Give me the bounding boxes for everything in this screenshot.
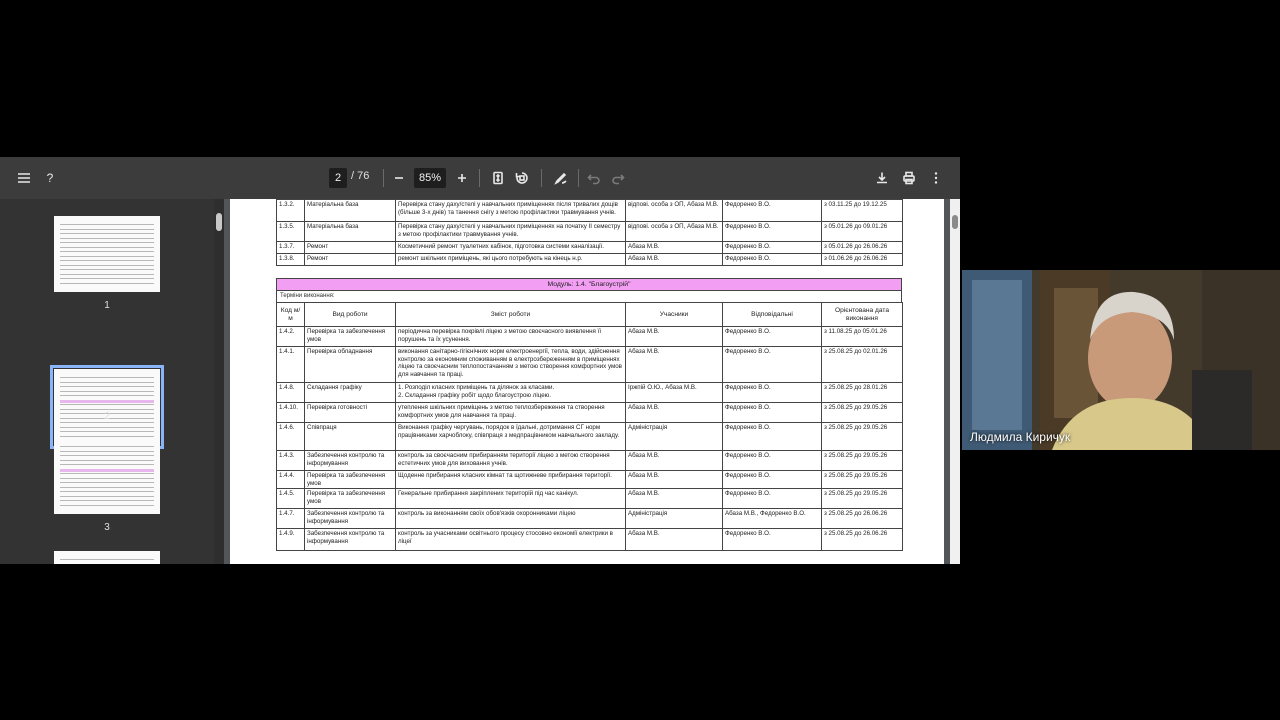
thumbnail-line (60, 265, 154, 266)
header-date: Орієнтована дата виконання (822, 303, 903, 327)
download-icon[interactable] (870, 166, 894, 190)
cell-date: з 05.01.26 до 26.06.26 (822, 242, 903, 254)
cell-type: Матеріальна база (305, 222, 396, 242)
thumbnail-line (60, 274, 154, 275)
document-scrollbar[interactable] (950, 199, 960, 564)
pdf-viewer (0, 157, 960, 564)
cell-date: з 25.08.25 до 29.05.26 (822, 423, 903, 451)
cell-type: Ремонт (305, 242, 396, 254)
thumbnail-line (60, 455, 154, 456)
cell-code: 1.4.8. (277, 383, 305, 403)
cell-code: 1.4.4. (277, 471, 305, 489)
thumbnail-line (60, 487, 154, 488)
table-row (277, 242, 903, 254)
cell-participants: Іржпій О.Ю., Абаза М.В. (626, 383, 723, 403)
toolbar-divider (383, 169, 384, 187)
thumbnail-line (60, 427, 154, 428)
toolbar-divider (578, 169, 579, 187)
cell-content: Щоденне прибирання класних кімнат та щотижневе прибирання території. (396, 471, 626, 489)
thumbnail-line (60, 247, 154, 248)
thumbnail-line (60, 469, 154, 472)
cell-code: 1.3.5. (277, 222, 305, 242)
thumbnail-line (60, 482, 154, 483)
header-code: Код м/м (277, 303, 305, 327)
header-content: Зміст роботи (396, 303, 626, 327)
document-area[interactable] (224, 199, 950, 564)
cell-responsible: Федоренко В.О. (723, 200, 822, 222)
page-thumbnail-2[interactable] (54, 369, 160, 445)
cell-date: з 25.08.25 до 26.06.26 (822, 509, 903, 529)
cell-date: з 25.08.25 до 29.05.26 (822, 471, 903, 489)
cell-date: з 03.11.25 до 19.12.25 (822, 200, 903, 222)
cell-participants: Абаза М.В. (626, 242, 723, 254)
cell-content: контроль за своєчасним прибиранням території ліцею з метою створення естетичних умов для виховання учнів. (396, 451, 626, 471)
cell-type: Матеріальна база (305, 200, 396, 222)
cell-responsible: Федоренко В.О. (723, 451, 822, 471)
cell-responsible: Федоренко В.О. (723, 327, 822, 347)
cell-participants: Абаза М.В. (626, 327, 723, 347)
cell-date: з 05.01.26 до 09.01.26 (822, 222, 903, 242)
thumbnail-line (60, 260, 154, 261)
table-row (277, 222, 903, 242)
page-thumbnail-4[interactable] (54, 551, 160, 564)
thumbnail-line (60, 451, 154, 452)
cell-code: 1.4.7. (277, 509, 305, 529)
cell-participants: відпові. особа з ОП, Абаза М.В. (626, 200, 723, 222)
thumbnail-line (60, 251, 154, 252)
cell-responsible: Абаза М.В., Федоренко В.О. (723, 509, 822, 529)
cell-participants: Адміністрація (626, 423, 723, 451)
page-thumbnail-1[interactable] (54, 216, 160, 292)
thumbnail-line (60, 395, 154, 396)
toolbar-divider (541, 169, 542, 187)
cell-participants: Абаза М.В. (626, 403, 723, 423)
thumbnail-line (60, 391, 154, 392)
thumbnail-line (60, 505, 154, 506)
header-responsible: Відповідальні (723, 303, 822, 327)
thumbnail-line (60, 229, 154, 230)
cell-participants: Абаза М.В. (626, 489, 723, 509)
cell-type: Складання графіку (305, 383, 396, 403)
thumbnail-line (60, 233, 154, 234)
thumbnail-line (60, 559, 154, 560)
table-row (277, 254, 903, 266)
cell-content: Перевірка стану даху/стелі у навчальних приміщеннях на початку II семестру з метою профілактики травмування учнів. (396, 222, 626, 242)
more-options-icon[interactable] (924, 166, 948, 190)
cell-code: 1.4.9. (277, 529, 305, 551)
thumbnail-line (60, 431, 154, 432)
cell-content: періодична перевірка покрівлі ліцею з метою своєчасного виявлення її порушень та їх усунення. (396, 327, 626, 347)
page-number-input[interactable]: 2 (329, 168, 347, 188)
cell-participants: Абаза М.В. (626, 347, 723, 383)
cell-type: Перевірка та забезпечення умов (305, 489, 396, 509)
cell-type: Співпраця (305, 423, 396, 451)
sidebar-scrollbar[interactable] (214, 199, 224, 564)
cell-responsible: Федоренко В.О. (723, 529, 822, 551)
pdf-toolbar (0, 157, 960, 199)
participant-video[interactable] (962, 270, 1280, 450)
zoom-level-input[interactable]: 85% (414, 168, 446, 188)
menu-icon[interactable] (12, 166, 36, 190)
cell-responsible: Федоренко В.О. (723, 254, 822, 266)
table-row (277, 529, 903, 551)
document-page (230, 199, 944, 564)
thumbnail-line (60, 496, 154, 497)
thumbnail-line (60, 256, 154, 257)
cell-date: з 25.08.25 до 02.01.26 (822, 347, 903, 383)
cell-code: 1.4.6. (277, 423, 305, 451)
cell-participants: Абаза М.В. (626, 254, 723, 266)
table-row (277, 509, 903, 529)
cell-type: Перевірка та забезпечення умов (305, 327, 396, 347)
table-row (277, 471, 903, 489)
participant-name: Людмила Киричук (970, 430, 1071, 444)
cell-code: 1.4.1. (277, 347, 305, 383)
thumbnail-line (60, 460, 154, 461)
cell-date: з 25.08.25 до 26.06.26 (822, 529, 903, 551)
cell-responsible: Федоренко В.О. (723, 383, 822, 403)
module-table (276, 302, 903, 551)
table-row (277, 383, 903, 403)
cell-date: з 25.08.25 до 29.05.26 (822, 451, 903, 471)
page-total: / 76 (351, 170, 370, 182)
cell-code: 1.4.3. (277, 451, 305, 471)
cell-code: 1.4.2. (277, 327, 305, 347)
thumbnail-line (60, 382, 154, 383)
cell-participants: Абаза М.В. (626, 451, 723, 471)
redo-icon[interactable] (606, 166, 630, 190)
cell-responsible: Федоренко В.О. (723, 347, 822, 383)
cell-type: Перевірка обладнання (305, 347, 396, 383)
thumbnail-line (60, 386, 154, 387)
thumbnail-line (60, 500, 154, 501)
terms-label: Терміни виконання: (276, 291, 902, 302)
thumbnail-line (60, 464, 154, 465)
table-row (277, 403, 903, 423)
cell-code: 1.4.10. (277, 403, 305, 423)
cell-date: з 25.08.25 до 29.05.26 (822, 403, 903, 423)
cell-content: 1. Розподіл класних приміщень та ділянок за класами. 2. Складання графіку робіт щодо благоустрою ліцею. (396, 383, 626, 403)
thumbnail-line (60, 278, 154, 279)
cell-responsible: Федоренко В.О. (723, 242, 822, 254)
table-row (277, 327, 903, 347)
cell-date: з 11.08.25 до 05.01.26 (822, 327, 903, 347)
thumbnail-line (60, 224, 154, 225)
thumbnail-line (60, 422, 154, 423)
thumbnail-line (60, 400, 154, 403)
thumbnail-line (60, 377, 154, 378)
cell-type: Перевірка та забезпечення умов (305, 471, 396, 489)
cell-type: Забезпечення контролю та інформування (305, 451, 396, 471)
top-table (276, 199, 903, 266)
thumbnail-sidebar[interactable] (0, 199, 214, 564)
thumbnail-label: 3 (104, 522, 110, 533)
cell-participants: Абаза М.В. (626, 529, 723, 551)
cell-date: з 01.06.26 до 26.06.26 (822, 254, 903, 266)
cell-participants: Адміністрація (626, 509, 723, 529)
header-type: Вид роботи (305, 303, 396, 327)
zoom-in-icon[interactable] (450, 166, 474, 190)
table-row (277, 451, 903, 471)
cell-participants: відпові. особа з ОП, Абаза М.В. (626, 222, 723, 242)
cell-code: 1.4.5. (277, 489, 305, 509)
thumbnail-line (60, 491, 154, 492)
cell-content: контроль за виконанням своїх обов'язків охоронниками ліцею (396, 509, 626, 529)
thumbnail-line (60, 238, 154, 239)
undo-icon[interactable] (582, 166, 606, 190)
cell-content: контроль за учасниками освітнього процесу стосовно економії електрики в ліцеї (396, 529, 626, 551)
thumbnail-line (60, 446, 154, 447)
cell-participants: Абаза М.В. (626, 471, 723, 489)
thumbnail-line (60, 409, 154, 410)
table-row (277, 423, 903, 451)
participant-video-frame (962, 270, 1280, 450)
thumbnail-line (60, 478, 154, 479)
cell-responsible: Федоренко В.О. (723, 403, 822, 423)
cell-responsible: Федоренко В.О. (723, 222, 822, 242)
annotate-icon[interactable] (549, 166, 573, 190)
cell-type: Забезпечення контролю та інформування (305, 529, 396, 551)
cell-responsible: Федоренко В.О. (723, 471, 822, 489)
cell-date: з 25.08.25 до 29.05.26 (822, 489, 903, 509)
thumbnail-line (60, 436, 154, 437)
print-icon[interactable] (897, 166, 921, 190)
thumbnail-line (60, 564, 154, 565)
cell-content: утеплення шкільних приміщень з метою теплозбереження та створення комфортних умов для навчання та праці. (396, 403, 626, 423)
thumbnail-label: 1 (104, 300, 110, 311)
cell-content: виконання санітарно-гігієнічних норм електроенергії, тепла, води, здійснення контролю за економним споживанням в електрозбереженням в приміщеннях ліцею та своєчасним теплопостачанням з метою створення комфортних умов для навчання та праці. (396, 347, 626, 383)
rotate-icon[interactable] (510, 166, 534, 190)
cell-code: 1.3.8. (277, 254, 305, 266)
cell-code: 1.3.2. (277, 200, 305, 222)
thumbnail-line (60, 473, 154, 474)
table-row (277, 489, 903, 509)
thumbnail-line (60, 283, 154, 284)
cell-responsible: Федоренко В.О. (723, 489, 822, 509)
table-row (277, 200, 903, 222)
toolbar-divider (479, 169, 480, 187)
cell-code: 1.3.7. (277, 242, 305, 254)
help-icon[interactable]: ? (46, 171, 54, 185)
thumbnail-line (60, 242, 154, 243)
cell-content: Косметичний ремонт туалетних кабінок, підготовка системи каналізації. (396, 242, 626, 254)
module-title: Модуль: 1.4. "Благоустрій" (276, 278, 902, 291)
header-participants: Учасники (626, 303, 723, 327)
thumbnail-label: 2 (104, 411, 110, 422)
cell-type: Забезпечення контролю та інформування (305, 509, 396, 529)
cell-content: ремонт шкільних приміщень, які цього потребують на кінець н.р. (396, 254, 626, 266)
cell-content: Перевірка стану даху/стелі у навчальних приміщеннях після тривалих дощів (більше 3-х днів) та танення снігу з метою профілактики травмування учнів. (396, 200, 626, 222)
thumbnail-line (60, 269, 154, 270)
zoom-out-icon[interactable] (387, 166, 411, 190)
cell-content: Виконання графіку чергувань, порядок в їдальні, дотримання СГ норм працівниками харчоблоку, співпраця з медпрацівником навчального закладу. (396, 423, 626, 451)
cell-responsible: Федоренко В.О. (723, 423, 822, 451)
cell-type: Перевірка готовності (305, 403, 396, 423)
fit-page-icon[interactable] (486, 166, 510, 190)
cell-date: з 25.08.25 до 28.01.26 (822, 383, 903, 403)
cell-type: Ремонт (305, 254, 396, 266)
thumbnail-line (60, 404, 154, 405)
table-row (277, 347, 903, 383)
page-thumbnail-3[interactable] (54, 438, 160, 514)
cell-content: Генеральне прибирання закріплених територій під час канікул. (396, 489, 626, 509)
